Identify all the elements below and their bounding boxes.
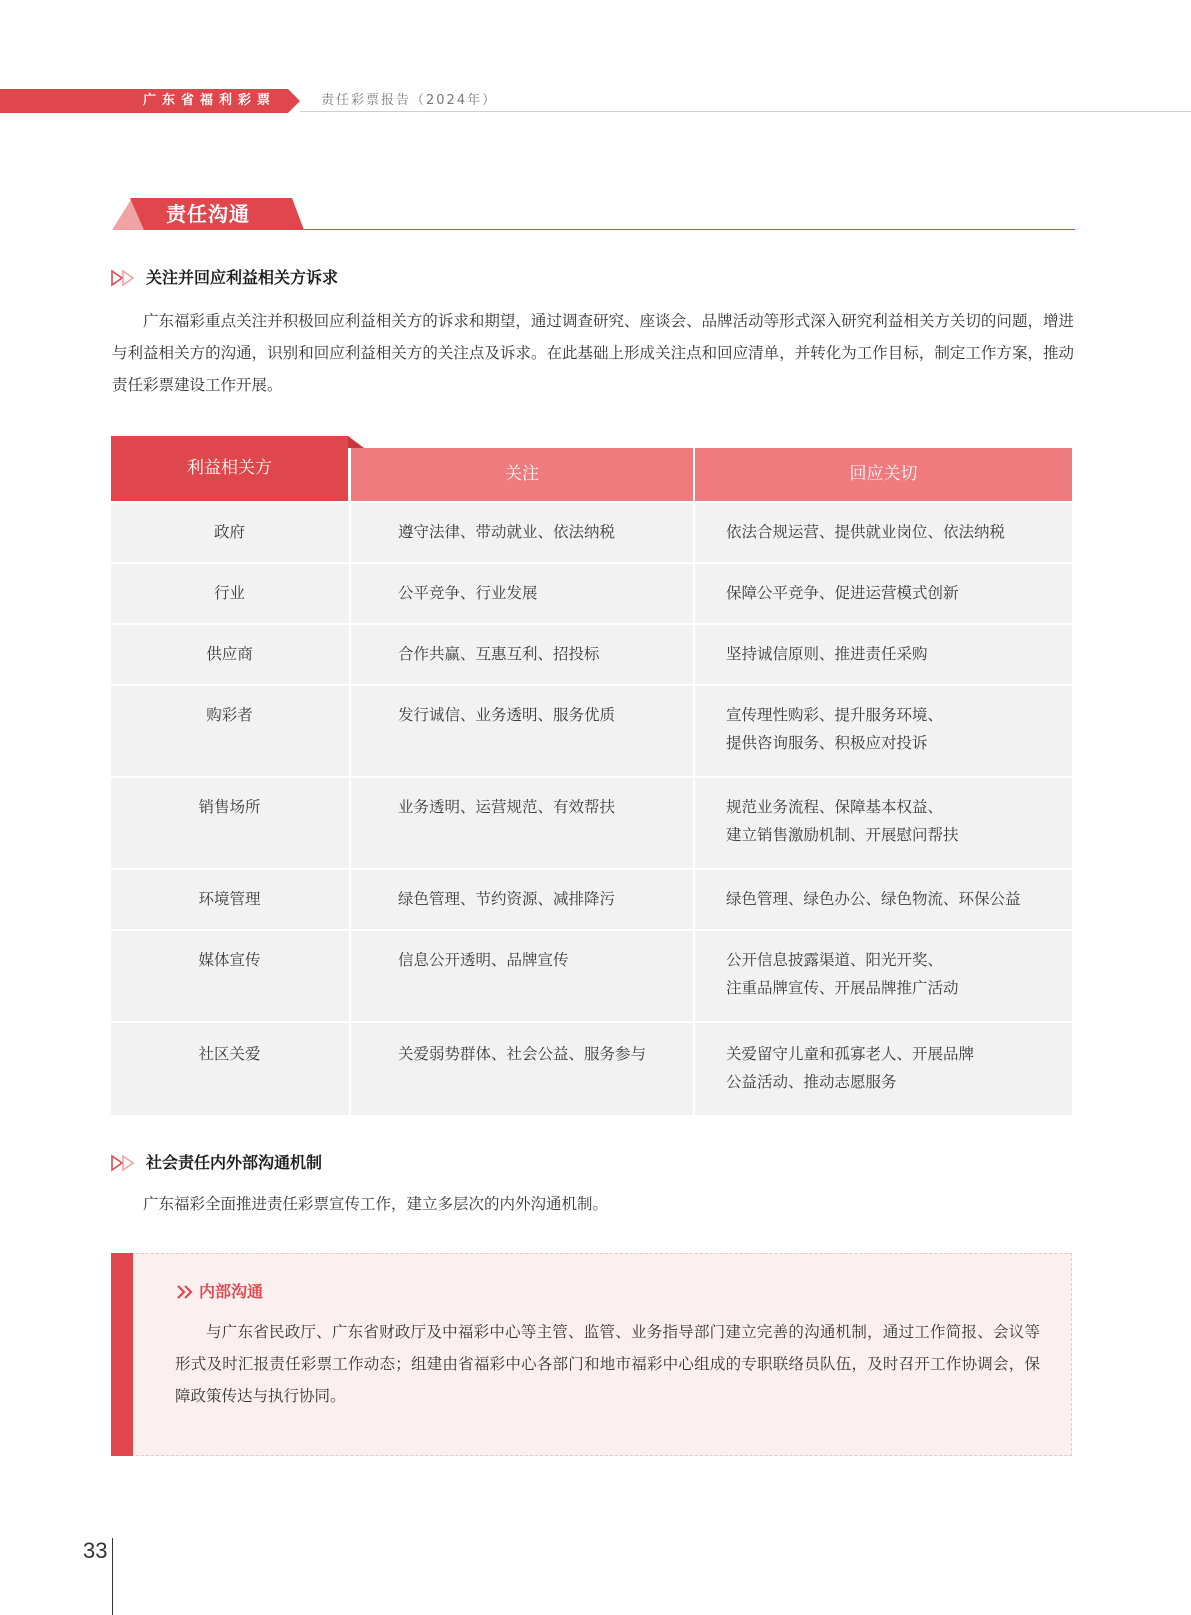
table-row [111,686,1072,776]
cell-party: 环境管理 [198,890,261,908]
cell-response: 规范业务流程、保障基本权益、 建立销售激励机制、开展慰问帮扶 [726,798,959,844]
page-number-rule [112,1538,113,1615]
cell-response: 依法合规运营、提供就业岗位、依法纳税 [726,523,1006,541]
page-number: 33 [83,1538,108,1563]
double-play-icon [110,269,136,287]
stakeholder-heading: 关注并回应利益相关方诉求 [146,268,339,287]
section-banner-stripe [288,198,302,230]
internal-communication-body: 与广东省民政厅、广东省财政厅及中福彩中心等主管、监管、业务指导部门建立完善的沟通机制，通过工作简报、会议等形式及时汇报责任彩票工作动态；组建由省福彩中心各部门和地市福彩中心组成的专职联络员队伍，及时召开工作协调会，保障政策传达与执行协同。 [175,1323,1040,1405]
table-row [111,503,1072,562]
cell-response: 公开信息披露渠道、阳光开奖、 注重品牌宣传、开展品牌推广活动 [726,951,959,997]
cell-response: 关爱留守儿童和孤寡老人、开展品牌 公益活动、推动志愿服务 [726,1045,975,1091]
cell-concern: 合作共赢、互惠互利、招投标 [398,645,600,663]
cell-concern: 信息公开透明、品牌宣传 [398,951,569,969]
cell-concern: 遵守法律、带动就业、依法纳税 [398,523,616,541]
table-header-party: 利益相关方 [111,436,348,501]
table-row [111,564,1072,623]
header-report-title: 责任彩票报告（2024年） [321,93,498,108]
cell-party: 销售场所 [198,798,261,816]
internal-communication-title: 内部沟通 [199,1282,264,1301]
table-header-notch [348,436,364,448]
table-header-response: 回应关切 [695,448,1072,501]
mechanism-heading: 社会责任内外部沟通机制 [146,1153,323,1172]
cell-response: 保障公平竞争、促进运营模式创新 [726,584,959,602]
cell-response: 绿色管理、绿色办公、绿色物流、环保公益 [726,890,1021,908]
double-chevron-right-icon [175,1283,195,1301]
cell-response: 宣传理性购彩、提升服务环境、 提供咨询服务、积极应对投诉 [726,706,944,752]
cell-party: 供应商 [206,645,253,663]
table-row [111,778,1072,868]
cell-concern: 公平竞争、行业发展 [398,584,538,602]
double-play-icon [110,1154,136,1172]
table-row [111,870,1072,929]
stakeholder-intro: 广东福彩重点关注并积极回应利益相关方的诉求和期望，通过调查研究、座谈会、品牌活动等形式深入研究利益相关方关切的问题，增进与利益相关方的沟通，识别和回应利益相关方的关注点及诉求。在此基础上形成关注点和回应清单，并转化为工作目标，制定工作方案，推动责任彩票建设工作开展。 [112,312,1074,394]
cell-concern: 发行诚信、业务透明、服务优质 [398,706,616,724]
panel-accent-bar [111,1253,133,1456]
section-underline [300,229,1075,230]
cell-concern: 绿色管理、节约资源、减排降污 [398,890,616,908]
cell-party: 媒体宣传 [198,951,261,969]
table-row [111,931,1072,1021]
cell-concern: 业务透明、运营规范、有效帮扶 [398,798,616,816]
cell-party: 政府 [213,523,245,541]
table-row [111,1023,1072,1115]
cell-party: 行业 [213,584,245,602]
cell-response: 坚持诚信原则、推进责任采购 [726,645,928,663]
table-header-concern: 关注 [351,448,693,501]
header-divider [300,111,1191,112]
header-org-name: 广东省福利彩票 [143,93,277,108]
column-separator [693,503,695,1115]
cell-party: 购彩者 [206,706,253,724]
cell-concern: 关爱弱势群体、社会公益、服务参与 [398,1045,647,1063]
mechanism-intro: 广东福彩全面推进责任彩票宣传工作，建立多层次的内外沟通机制。 [143,1195,609,1213]
section-title: 责任沟通 [166,202,250,226]
table-row [111,625,1072,684]
column-separator [349,503,351,1115]
cell-party: 社区关爱 [198,1045,261,1063]
